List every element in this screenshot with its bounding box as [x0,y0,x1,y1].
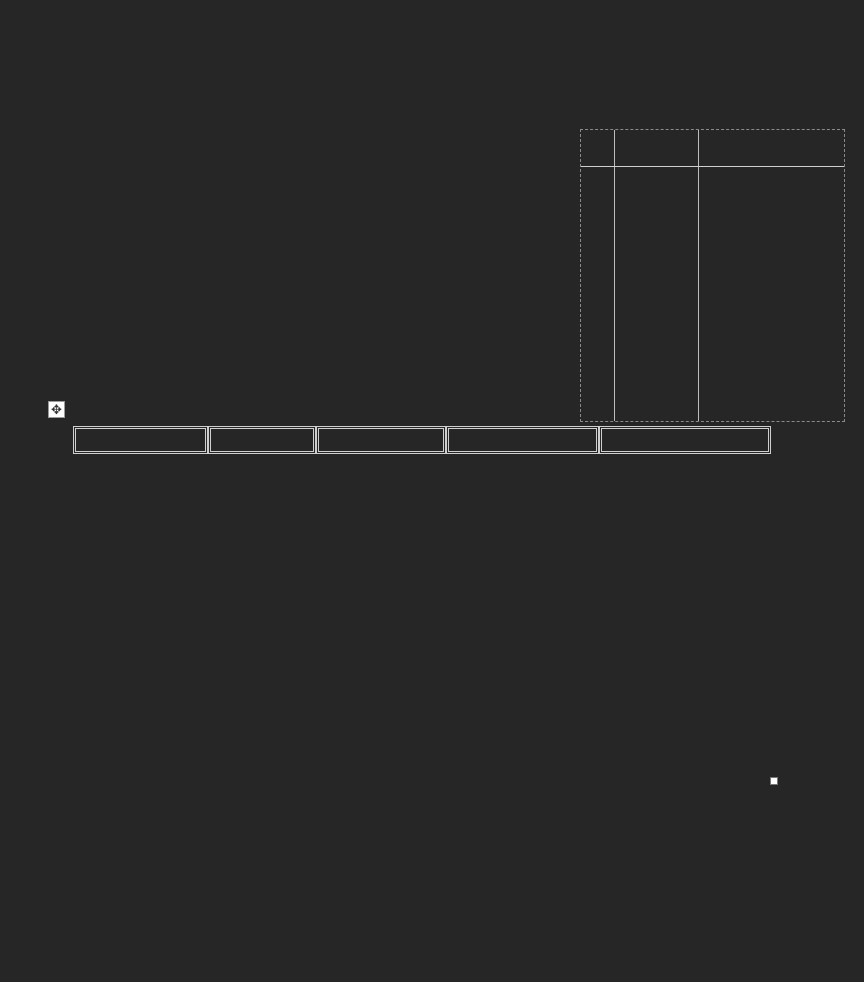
resize-handle-icon[interactable] [770,777,778,785]
header-eligible [208,426,316,454]
precedence-diagram [0,190,420,360]
header-remaining-time [599,426,771,454]
task-time-table [580,129,845,422]
move-handle-icon[interactable]: ✥ [48,401,65,418]
header-assign [316,426,446,454]
header-assigned-time [446,426,599,454]
header-work-station [73,426,208,454]
